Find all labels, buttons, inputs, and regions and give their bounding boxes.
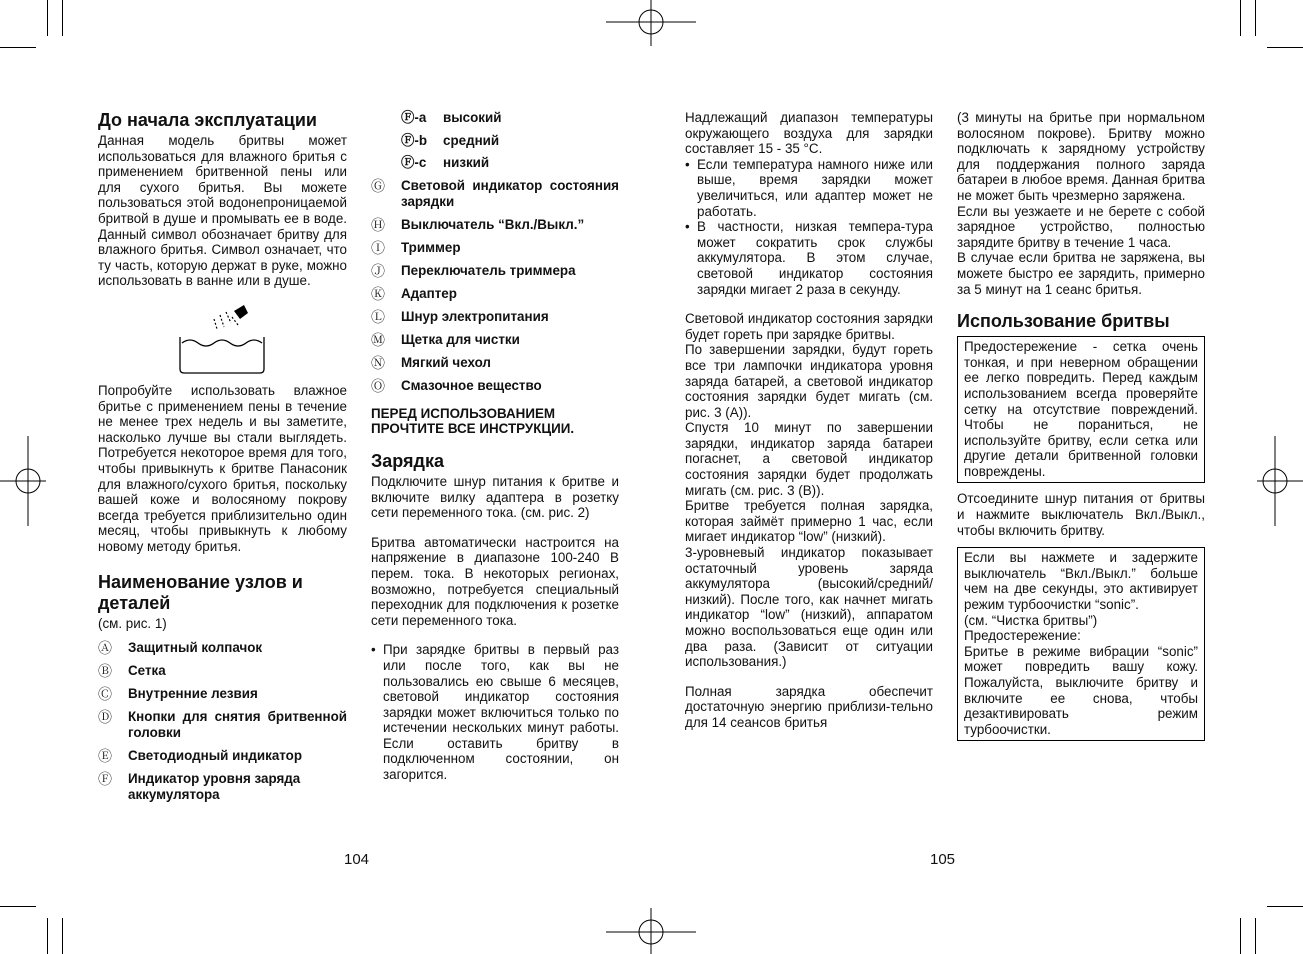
bullet-high-temp: • Если температура намного ниже или выше, время зарядки может увеличиться, или адаптер может не работать. (685, 156, 933, 219)
sub-part-item: Ⓕ-b средний (401, 132, 500, 148)
see-figure-1: (см. рис. 1) (98, 616, 167, 632)
right-page-column-1 (685, 110, 933, 731)
paragraph-temperature: Надлежащий диапазон температуры окружающего воздуха для зарядки составляет 15 - 35 °С. (685, 110, 933, 157)
list-item: Ⓜ Щетка для чистки (371, 331, 520, 348)
registration-mark-right (1257, 436, 1303, 526)
sub-part-item: Ⓕ-c низкий (401, 155, 490, 171)
heading-using-shaver: Использование бритвы (957, 311, 1170, 332)
page-number-right: 105 (930, 851, 956, 868)
paragraph-3-level: 3-уровневый индикатор показывает остаточный уровень заряда аккумулятора (высокий/средний/низкий). После того, как начнет мигать индикатор “low” (низкий), аппаратом можно воспользоваться еще один или два раза. (Зависит от ситуации использования.) (685, 545, 933, 670)
list-item: Ⓘ Триммер (371, 239, 461, 256)
registration-mark-bottom (606, 908, 696, 954)
registration-mark-left (0, 436, 46, 526)
crop-mark (1255, 918, 1256, 954)
crop-mark (1267, 47, 1303, 48)
heading-charging: Зарядка (371, 450, 444, 471)
paragraph-disconnect: Отсоедините шнур питания от бритвы и нажмите выключатель Вкл./Выкл., чтобы включить бритву. (957, 491, 1205, 538)
paragraph-after-charge: По завершении зарядки, будут гореть все три лампочки индикатора уровня заряда батарей, а световой индикатор состояния зарядки будет мигать (см. рис. 3 (А)). (685, 342, 933, 420)
paragraph-full-charge: Полная зарядка обеспечит достаточную энергию приблизи-тельно для 14 сеансов бритья (685, 683, 933, 730)
list-item: Ⓔ Светодиодный индикатор (98, 748, 303, 765)
crop-mark (0, 906, 36, 907)
left-page-column-2 (371, 110, 619, 783)
paragraph-connect: Подключите шнур питания к бритве и включите вилку адаптера в розетку сети переменного тока. (см. рис. 2) (371, 473, 619, 521)
paragraph-after-10min: Спустя 10 минут по завершении зарядки, индикатор заряда батареи погаснет, а световой индикатор состояния зарядки будет продолжать мигать (см. рис. 3 (В)). (685, 420, 933, 498)
paragraph-auto-voltage: Бритва автоматически настроится на напряжение в диапазоне 100-240 В перем. тока. В некоторых регионах, возможно, потребуется специальный переходник для подключения к розетке сети переменного тока. (371, 534, 619, 628)
right-page-column-2 (957, 110, 1205, 741)
caution-box-foil: Предостережение - сетка очень тонкая, и при неверном обращении ее легко повредить. Перед каждым использованием всегда проверяйте сетку на отсутствие повреждений. Чтобы не пораниться, не используйте бритву, если сетка или другие детали бритвенной головки повреждены. (957, 336, 1205, 483)
parts-list (98, 640, 347, 803)
bullet-first-charge: • При зарядке бритвы в первый раз или после того, как вы не пользовались ею свыше 6 месяцев, световой индикатор состояния зарядки может включиться только по истечении нескольких минут работы. Если оставить бритву в подключенном состоянии, он загорится. (371, 642, 619, 783)
list-item: Ⓝ Мягкий чехол (371, 354, 491, 371)
list-item: Ⓚ Адаптер (371, 285, 457, 302)
list-item: Ⓕ Индикатор уровня заряда аккумулятора (98, 771, 301, 803)
crop-mark (1240, 918, 1241, 954)
paragraph-full-needed: Бритве требуется полная зарядка, которая займёт примерно 1 час, если мигает индикатор “low” (низкий). (685, 498, 933, 545)
crop-mark (1240, 0, 1241, 36)
crop-mark (47, 0, 48, 36)
crop-mark (62, 918, 63, 954)
page-number-left: 104 (344, 851, 370, 868)
paragraph-not-charged: В случае если бритва не заряжена, вы можете быстро ее зарядить, примерно за 5 минут на 1 сеанс бритья. (957, 250, 1205, 297)
paragraph-full-charge-cont: (3 минуты на бритье при нормальном волосяном покрове). Бритву можно подключать к зарядному устройству для поддержания полного заряда батареи в любое время. Данная бритва не может быть чрезмерно заряжена. (957, 110, 1205, 203)
crop-mark (62, 0, 63, 36)
list-item: Ⓗ Выключатель “Вкл./Выкл.” (371, 216, 585, 233)
bullet-low-temp: • В частности, низкая темпера-тура может сократить срок службы аккумулятора. В этом случае, световой индикатор состояния зарядки мигает 2 раза в секунду. (685, 219, 933, 297)
crop-mark (1255, 0, 1256, 36)
list-item: Ⓓ Кнопки для снятия бритвенной головки (98, 709, 347, 741)
list-item: Ⓙ Переключатель триммера (371, 262, 576, 279)
list-item: Ⓛ Шнур электропитания (371, 308, 549, 325)
list-item: Ⓒ Внутренние лезвия (98, 686, 258, 703)
paragraph-leaving: Если вы уезжаете и не берете с собой зарядное устройство, полностью зарядите бритву в течение 1 часа. (957, 203, 1205, 250)
heading-before-use: До начала эксплуатации (98, 110, 317, 130)
paragraph-wet-use: Данная модель бритвы может использоваться для влажного бритья с применением бритвенной пены или для сухого бритья. Вы можете пользоваться этой водонепроницаемой бритвой в душе и промывать ее в воде. Данный символ обозначает бритву для влажного бритья. Символ означает, что ту часть, которую держат в руке, можно использовать в ванне или в душе. (98, 133, 347, 289)
crop-mark (1267, 906, 1303, 907)
paragraph-indicator-on: Световой индикатор состояния зарядки будет гореть при зарядке бритвы. (685, 311, 933, 342)
sub-part-item: Ⓕ-a высокий (401, 110, 502, 125)
list-item: Ⓐ Защитный колпачок (98, 640, 263, 657)
list-item: Ⓞ Смазочное вещество (371, 377, 542, 394)
heading-parts: Наименование узлов и деталей (98, 572, 303, 614)
wet-shaving-icon (98, 303, 347, 375)
left-page-column-1 (98, 110, 347, 810)
crop-mark (47, 918, 48, 954)
registration-mark-top (606, 0, 696, 46)
sonic-info-box: Если вы нажмете и задержите выключатель “Вкл./Выкл.” больше чем на две секунды, это активирует режим турбоочистки “sonic”. (см. “Чистка бритвы”) Предостережение: Бритье в режиме вибрации “sonic” может повредить вашу кожу. Пожалуйста, выключите бритву и включите ее снова, чтобы дезактивировать режим турбоочистки. (957, 547, 1205, 741)
crop-mark (0, 47, 36, 48)
paragraph-try-wet: Попробуйте использовать влажное бритье с применением пены в течение не менее трех недель и вы заметите, насколько лучше вы стали выглядеть. Потребуется некоторое время для того, чтобы привыкнуть к бритве Панасоник для влажного/сухого бритья, поскольку вашей коже и волосяному покрову всегда требуется приблизительно один месяц, чтобы привыкнуть к любому новому методу бритья. (98, 382, 347, 554)
warning-read-instructions: ПЕРЕД ИСПОЛЬЗОВАНИЕМ ПРОЧТИТЕ ВСЕ ИНСТРУКЦИИ. (371, 405, 575, 437)
list-item: Ⓑ Сетка (98, 663, 166, 680)
list-item: Ⓖ Световой индикатор состояния зарядки (371, 177, 619, 209)
